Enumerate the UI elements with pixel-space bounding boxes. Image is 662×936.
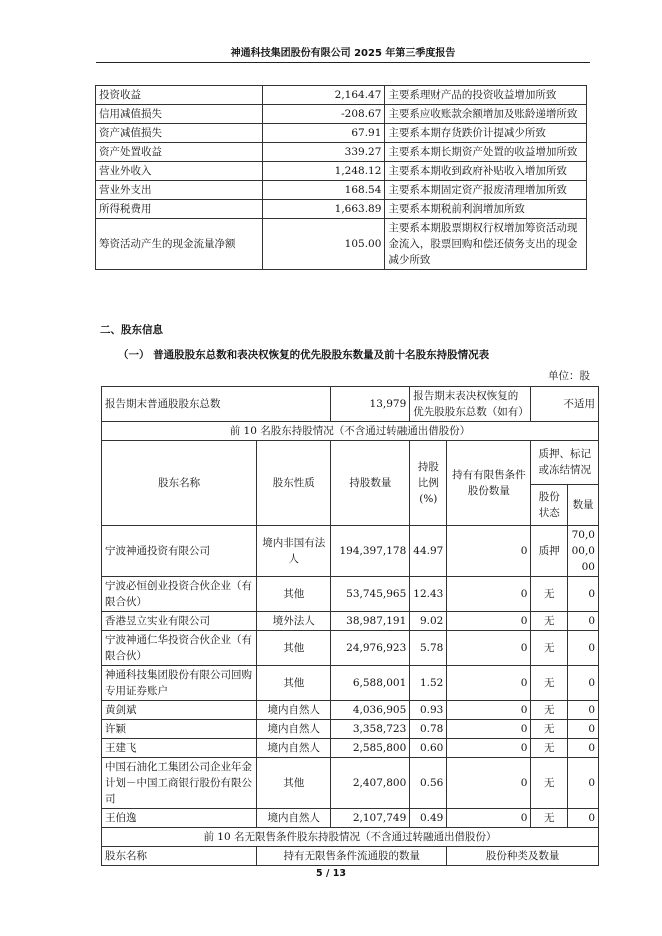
holder-qty: 0 <box>568 631 599 666</box>
change-row <box>96 105 587 124</box>
holder-status: 无 <box>531 809 568 828</box>
change-item: 资产处置收益 <box>96 143 263 162</box>
holder-restricted: 0 <box>447 758 531 809</box>
holder-shares: 2,107,749 <box>331 809 410 828</box>
shareholders-table <box>101 386 599 866</box>
holder-shares: 2,407,800 <box>331 758 410 809</box>
holder-restricted: 0 <box>447 631 531 666</box>
change-item: 信用减值损失 <box>96 105 263 124</box>
unrestricted-title: 前 10 名无限售条件股东持股情况（不含通过转融通出借股份） <box>102 828 599 847</box>
holder-status: 无 <box>531 701 568 720</box>
change-value: 67.91 <box>262 124 385 143</box>
income-changes-table <box>95 85 587 270</box>
change-value: 1,248.12 <box>262 162 385 181</box>
holder-ratio: 12.43 <box>410 577 447 612</box>
holder-restricted: 0 <box>447 666 531 701</box>
holder-status: 无 <box>531 612 568 631</box>
holder-ratio: 5.78 <box>410 631 447 666</box>
col-qty-header: 数量 <box>568 484 599 525</box>
holders-body <box>102 526 599 828</box>
unrestricted-col-name: 股东名称 <box>102 847 257 866</box>
holder-restricted: 0 <box>447 809 531 828</box>
holder-shares: 4,036,905 <box>331 701 410 720</box>
change-row <box>96 219 587 270</box>
income-changes-body <box>96 86 587 270</box>
holder-row <box>102 666 599 701</box>
change-item: 资产减值损失 <box>96 124 263 143</box>
holder-restricted: 0 <box>447 612 531 631</box>
holder-qty: 0 <box>568 577 599 612</box>
holder-qty: 70,000,000 <box>568 526 599 577</box>
holder-qty: 0 <box>568 612 599 631</box>
change-reason: 主要系本期收到政府补贴收入增加所致 <box>385 162 587 181</box>
holder-qty: 0 <box>568 701 599 720</box>
header-row-1 <box>102 441 599 485</box>
summary-row <box>102 387 599 422</box>
holder-restricted: 0 <box>447 739 531 758</box>
change-reason: 主要系应收账款余额增加及账龄递增所致 <box>385 105 587 124</box>
change-value: 168.54 <box>262 181 385 200</box>
subsection-title: （一） 普通股股东总数和表决权恢复的优先股股东数量及前十名股东持股情况表 <box>118 349 490 361</box>
holder-ratio: 1.52 <box>410 666 447 701</box>
holder-qty: 0 <box>568 666 599 701</box>
holder-name: 香港昱立实业有限公司 <box>102 612 257 631</box>
holder-nature: 其他 <box>257 631 331 666</box>
holder-ratio: 0.78 <box>410 720 447 739</box>
change-row <box>96 124 587 143</box>
change-value: -208.67 <box>262 105 385 124</box>
change-row <box>96 86 587 105</box>
change-reason: 主要系本期存货跌价计提减少所致 <box>385 124 587 143</box>
change-reason: 主要系本期税前利润增加所致 <box>385 200 587 219</box>
holder-name: 宁波必恒创业投资合伙企业（有限合伙） <box>102 577 257 612</box>
change-row <box>96 143 587 162</box>
holder-ratio: 9.02 <box>410 612 447 631</box>
change-item: 筹资活动产生的现金流量净额 <box>96 219 263 270</box>
report-header: 神通科技集团股份有限公司 2025 年第三季度报告 <box>96 44 590 63</box>
holder-row <box>102 526 599 577</box>
col-restricted-header: 持有有限售条件股份数量 <box>447 441 531 526</box>
holder-name: 王建飞 <box>102 739 257 758</box>
holder-ratio: 0.49 <box>410 809 447 828</box>
holder-name: 中国石油化工集团公司企业年金计划－中国工商银行股份有限公司 <box>102 758 257 809</box>
change-value: 105.00 <box>262 219 385 270</box>
col-ratio-header: 持股比例(%) <box>410 441 447 526</box>
holder-nature: 境内自然人 <box>257 739 331 758</box>
holder-shares: 24,976,923 <box>331 631 410 666</box>
change-value: 339.27 <box>262 143 385 162</box>
top10-title-row <box>102 422 599 441</box>
holder-shares: 2,585,800 <box>331 739 410 758</box>
holder-nature: 其他 <box>257 577 331 612</box>
unit-label: 单位：股 <box>548 370 590 382</box>
holder-ratio: 0.56 <box>410 758 447 809</box>
unrestricted-col-count: 持有无限售条件流通股的数量 <box>257 847 447 866</box>
col-shares-header: 持股数量 <box>331 441 410 526</box>
holder-row <box>102 577 599 612</box>
holder-nature: 境内自然人 <box>257 809 331 828</box>
pref-holders-label: 报告期末表决权恢复的优先股股东总数（如有） <box>410 387 531 422</box>
holder-row <box>102 701 599 720</box>
change-row <box>96 181 587 200</box>
col-name-header: 股东名称 <box>102 441 257 526</box>
holder-qty: 0 <box>568 809 599 828</box>
change-item: 投资收益 <box>96 86 263 105</box>
holder-status: 无 <box>531 758 568 809</box>
change-reason: 主要系本期长期资产处置的收益增加所致 <box>385 143 587 162</box>
holder-row <box>102 631 599 666</box>
holder-nature: 境内自然人 <box>257 720 331 739</box>
common-holders-label: 报告期末普通股股东总数 <box>102 387 331 422</box>
holder-restricted: 0 <box>447 526 531 577</box>
holder-status: 无 <box>531 577 568 612</box>
change-reason: 主要系本期固定资产报废清理增加所致 <box>385 181 587 200</box>
holder-nature: 境内自然人 <box>257 701 331 720</box>
top10-title: 前 10 名股东持股情况（不含通过转融通出借股份） <box>102 422 599 441</box>
change-reason: 主要系理财产品的投资收益增加所致 <box>385 86 587 105</box>
holder-row <box>102 720 599 739</box>
holder-status: 无 <box>531 739 568 758</box>
section-title: 二、股东信息 <box>100 324 163 336</box>
change-item: 营业外支出 <box>96 181 263 200</box>
col-status-header: 股份状态 <box>531 484 568 525</box>
holder-name: 黄剑斌 <box>102 701 257 720</box>
holder-restricted: 0 <box>447 577 531 612</box>
pref-holders-value: 不适用 <box>531 387 599 422</box>
col-nature-header: 股东性质 <box>257 441 331 526</box>
holder-row <box>102 612 599 631</box>
holder-shares: 38,987,191 <box>331 612 410 631</box>
holder-qty: 0 <box>568 720 599 739</box>
holder-shares: 3,358,723 <box>331 720 410 739</box>
holder-nature: 其他 <box>257 666 331 701</box>
holder-nature: 其他 <box>257 758 331 809</box>
holder-shares: 194,397,178 <box>331 526 410 577</box>
change-reason: 主要系本期股票期权行权增加筹资活动现金流入，股票回购和偿还债务支出的现金减少所致 <box>385 219 587 270</box>
holder-nature: 境外法人 <box>257 612 331 631</box>
holder-shares: 6,588,001 <box>331 666 410 701</box>
unrestricted-col-kind: 股份种类及数量 <box>447 847 599 866</box>
holder-status: 质押 <box>531 526 568 577</box>
holder-row <box>102 739 599 758</box>
holder-name: 王伯逸 <box>102 809 257 828</box>
holder-name: 宁波神通仁华投资合伙企业（有限合伙） <box>102 631 257 666</box>
holder-restricted: 0 <box>447 720 531 739</box>
unrestricted-title-row <box>102 828 599 847</box>
holder-nature: 境内非国有法人 <box>257 526 331 577</box>
holder-ratio: 0.93 <box>410 701 447 720</box>
holder-shares: 53,745,965 <box>331 577 410 612</box>
change-item: 所得税费用 <box>96 200 263 219</box>
holder-status: 无 <box>531 666 568 701</box>
holder-row <box>102 809 599 828</box>
holder-ratio: 44.97 <box>410 526 447 577</box>
common-holders-value: 13,979 <box>331 387 410 422</box>
holder-qty: 0 <box>568 758 599 809</box>
change-value: 1,663.89 <box>262 200 385 219</box>
unrestricted-header-row <box>102 847 599 866</box>
holder-restricted: 0 <box>447 701 531 720</box>
change-value: 2,164.47 <box>262 86 385 105</box>
col-pledge-header: 质押、标记或冻结情况 <box>531 441 599 485</box>
page-number: 5 / 13 <box>316 868 346 879</box>
change-row <box>96 162 587 181</box>
holder-ratio: 0.60 <box>410 739 447 758</box>
holder-status: 无 <box>531 631 568 666</box>
holder-name: 神通科技集团股份有限公司回购专用证券账户 <box>102 666 257 701</box>
holder-name: 宁波神通投资有限公司 <box>102 526 257 577</box>
holder-row <box>102 758 599 809</box>
holder-status: 无 <box>531 720 568 739</box>
change-item: 营业外收入 <box>96 162 263 181</box>
holder-qty: 0 <box>568 739 599 758</box>
change-row <box>96 200 587 219</box>
holder-name: 许颖 <box>102 720 257 739</box>
